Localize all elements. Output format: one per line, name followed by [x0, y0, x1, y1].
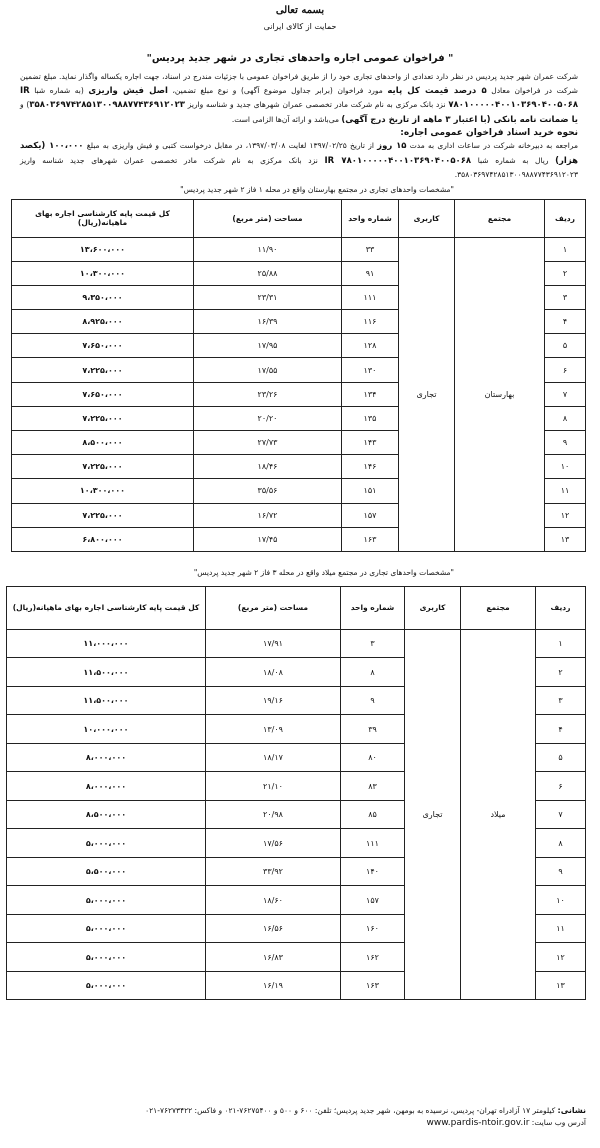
unit-number: ۱۶۳	[341, 971, 405, 1000]
row-number: ۸	[536, 829, 586, 858]
unit-number: ۸۵	[341, 800, 405, 829]
basmala: بسمه تعالی	[275, 5, 325, 16]
purchase-text: از تاریخ ۱۳۹۷/۰۲/۲۵ لغایت ۱۳۹۷/۰۳/۰۸، در مقابل درخواست کتبی و فیش واریزی به مبلغ	[83, 141, 378, 150]
row-number: ۳	[545, 285, 586, 309]
row-number: ۱	[545, 237, 586, 261]
unit-number: ۱۵۷	[341, 886, 405, 915]
unit-number: ۱۵۷	[342, 503, 399, 527]
unit-number: ۱۱۶	[342, 310, 399, 334]
unit-area: ۱۶/۸۳	[206, 943, 341, 972]
unit-area: ۲۷/۷۳	[194, 431, 342, 455]
document-header	[0, 0, 600, 31]
row-number: ۹	[545, 431, 586, 455]
unit-price: ۷،۲۲۵،۰۰۰	[12, 503, 194, 527]
col-usage: کاربری	[405, 586, 461, 629]
document-footer	[12, 1105, 586, 1129]
baharestan-table	[11, 199, 586, 552]
purchase-paragraph	[0, 139, 600, 182]
row-number: ۲	[545, 261, 586, 285]
support-slogan: حمایت از کالای ایرانی	[263, 22, 337, 31]
unit-number: ۱۱۱	[342, 285, 399, 309]
unit-number: ۳	[341, 629, 405, 658]
unit-price: ۸،۵۰۰،۰۰۰	[7, 800, 206, 829]
row-number: ۷	[545, 382, 586, 406]
col-price: کل قیمت پایه کارشناسی اجاره بهای ماهیانه(ریال)	[12, 199, 194, 237]
unit-number: ۳۳	[342, 237, 399, 261]
unit-number: ۱۴۳	[342, 431, 399, 455]
col-row-number: ردیف	[536, 586, 586, 629]
unit-area: ۱۸/۰۸	[206, 658, 341, 687]
intro-text: می‌باشد و ارائه آن‌ها الزامی است.	[231, 114, 342, 124]
unit-number: ۸۳	[341, 772, 405, 801]
sheba-number: IR ۷۸۰۱۰۰۰۰۰۴۰۰۱۰۳۶۹۰۴۰۰۵۰۶۸	[324, 155, 472, 166]
unit-number: ۱۳۰	[342, 358, 399, 382]
intro-text: مورد فراخوان (برابر جداول موضوع آگهی) و نوع مبلغ تضمین،	[167, 85, 388, 95]
fee-amount: ۱۰۰،۰۰۰ (یکصد هزار)	[20, 141, 578, 166]
unit-area: ۲۰/۲۰	[194, 406, 342, 430]
table-row	[7, 629, 586, 658]
unit-number: ۹۱	[342, 261, 399, 285]
unit-number: ۹	[341, 686, 405, 715]
unit-area: ۱۷/۵۶	[206, 829, 341, 858]
row-number: ۱	[536, 629, 586, 658]
unit-number: ۱۳۴	[342, 382, 399, 406]
unit-area: ۲۱/۱۰	[206, 772, 341, 801]
unit-area: ۱۷/۴۵	[194, 527, 342, 551]
unit-price: ۸،۰۰۰،۰۰۰	[7, 743, 206, 772]
guarantee-percent: ۵ درصد قیمت کل پایه	[387, 85, 487, 96]
unit-number: ۱۱۱	[341, 829, 405, 858]
website-label: آدرس وب سایت:	[529, 1118, 586, 1127]
unit-area: ۱۷/۹۵	[194, 334, 342, 358]
unit-area: ۱۸/۶۰	[206, 886, 341, 915]
unit-price: ۷،۲۲۵،۰۰۰	[12, 406, 194, 430]
duration-days: ۱۵ روز	[377, 141, 407, 151]
unit-number: ۳۹	[341, 715, 405, 744]
table1-caption: "مشخصات واحدهای تجاری در مجتمع بهارستان واقع در محله ۱ فاز ۲ شهر جدید پردیس"	[180, 184, 454, 194]
intro-text: شرکت عمران شهر جدید پردیس در نظر دارد تعدادی از واحدهای تجاری خود را از طریق فراخوان عمومی با جزئیات مندرج در اسناد، جهت اجاره یکساله واگذار نماید. مبلغ تضمین شرکت در فراخوان معادل	[20, 72, 578, 95]
unit-area: ۱۶/۵۶	[206, 914, 341, 943]
unit-number: ۱۶۳	[342, 527, 399, 551]
purchase-text: نزد بانک مرکزی به نام شرکت مادر تخصصی عمران شهرهای جدید شناسه واریز ۳۵۸۰۳۶۹۷۴۲۸۵۱۳۰۰۹۸۸۷۷۴۳۶۹۱۲۰۲۳.	[20, 155, 578, 179]
table-header-row	[7, 586, 586, 629]
unit-price: ۷،۲۲۵،۰۰۰	[12, 358, 194, 382]
unit-area: ۱۹/۱۶	[206, 686, 341, 715]
row-number: ۶	[545, 358, 586, 382]
intro-text: (به شماره شبا	[29, 85, 89, 95]
unit-number: ۱۴۶	[342, 455, 399, 479]
address-text: کیلومتر ۱۷ آزادراه تهران- پردیس، نرسیده به بومهن، شهر جدید پردیس؛ تلفن: ۶۰۰ و ۵۰۰ و ۷۶۲۷۵۴۰۰-۰۲۱ و فاکس: ۷۶۲۷۳۴۲۲-۰۲۱	[145, 1106, 558, 1115]
row-number: ۱۲	[545, 503, 586, 527]
table-row	[12, 237, 586, 261]
sheba-number: IR ۷۸۰۱۰۰۰۰۰۴۰۰۱۰۳۶۹۰۴۰۰۵۰۶۸	[20, 85, 579, 110]
row-number: ۱۱	[536, 914, 586, 943]
intro-text: نزد بانک مرکزی به نام شرکت مادر تخصصی عمران شهرهای جدید و شناسه واریز	[184, 100, 449, 109]
col-unit-number: شماره واحد	[341, 586, 405, 629]
unit-price: ۸،۵۰۰،۰۰۰	[12, 431, 194, 455]
deposit-slip-text: اصل فیش واریزی	[88, 85, 168, 96]
unit-price: ۱۰،۰۰۰،۰۰۰	[7, 715, 206, 744]
unit-area: ۳۳/۹۲	[206, 857, 341, 886]
intro-text: ) و	[20, 100, 30, 109]
unit-area: ۱۱/۹۰	[194, 237, 342, 261]
address-line	[12, 1105, 586, 1117]
row-number: ۴	[545, 310, 586, 334]
unit-area: ۳۵/۵۶	[194, 479, 342, 503]
unit-number: ۱۶۲	[341, 943, 405, 972]
unit-area: ۱۷/۵۵	[194, 358, 342, 382]
complex-name: میلاد	[461, 629, 536, 1000]
unit-price: ۸،۰۰۰،۰۰۰	[7, 772, 206, 801]
col-complex: مجتمع	[461, 586, 536, 629]
row-number: ۱۲	[536, 943, 586, 972]
unit-price: ۹،۳۵۰،۰۰۰	[12, 285, 194, 309]
unit-area: ۲۳/۳۱	[194, 285, 342, 309]
unit-number: ۸۰	[341, 743, 405, 772]
col-area: مساحت (متر مربع)	[206, 586, 341, 629]
unit-number: ۱۴۰	[341, 857, 405, 886]
intro-paragraph	[0, 70, 600, 127]
col-usage: کاربری	[399, 199, 455, 237]
unit-price: ۵،۰۰۰،۰۰۰	[7, 914, 206, 943]
unit-price: ۵،۰۰۰،۰۰۰	[7, 829, 206, 858]
unit-price: ۱۰،۳۰۰،۰۰۰	[12, 261, 194, 285]
unit-number: ۱۳۵	[342, 406, 399, 430]
address-label: نشانی:	[557, 1106, 586, 1115]
unit-number: ۱۵۱	[342, 479, 399, 503]
unit-area: ۱۸/۱۷	[206, 743, 341, 772]
page-title: " فراخوان عمومی اجاره واحدهای تجاری در شهر جدید پردیس"	[146, 53, 454, 64]
row-number: ۹	[536, 857, 586, 886]
unit-price: ۵،۵۰۰،۰۰۰	[7, 857, 206, 886]
col-unit-number: شماره واحد	[342, 199, 399, 237]
purchase-text: مراجعه به دبیرخانه شرکت در ساعات اداری به مدت	[406, 141, 579, 150]
unit-price: ۱۱،۰۰۰،۰۰۰	[7, 629, 206, 658]
row-number: ۲	[536, 658, 586, 687]
row-number: ۱۳	[536, 971, 586, 1000]
unit-area: ۱۳/۰۹	[206, 715, 341, 744]
unit-area: ۱۶/۳۹	[194, 310, 342, 334]
row-number: ۱۰	[545, 455, 586, 479]
unit-area: ۱۶/۱۹	[206, 971, 341, 1000]
row-number: ۶	[536, 772, 586, 801]
unit-number: ۱۲۸	[342, 334, 399, 358]
table2-caption: "مشخصات واحدهای تجاری در مجتمع میلاد واقع در محله ۳ فاز ۲ شهر جدید پردیس"	[193, 567, 454, 577]
unit-price: ۵،۰۰۰،۰۰۰	[7, 971, 206, 1000]
purchase-text: ریال به شماره شبا	[471, 155, 556, 165]
section-heading: نحوه خرید اسناد فراخوان عمومی اجاره:	[400, 128, 578, 138]
website-line	[12, 1117, 586, 1129]
unit-price: ۱۱،۵۰۰،۰۰۰	[7, 658, 206, 687]
unit-price: ۷،۶۵۰،۰۰۰	[12, 334, 194, 358]
unit-price: ۵،۰۰۰،۰۰۰	[7, 886, 206, 915]
unit-area: ۱۷/۹۱	[206, 629, 341, 658]
row-number: ۳	[536, 686, 586, 715]
row-number: ۱۰	[536, 886, 586, 915]
table-header-row	[12, 199, 586, 237]
unit-area: ۱۶/۷۲	[194, 503, 342, 527]
row-number: ۱۳	[545, 527, 586, 551]
col-area: مساحت (متر مربع)	[194, 199, 342, 237]
row-number: ۵	[545, 334, 586, 358]
col-row-number: ردیف	[545, 199, 586, 237]
unit-price: ۷،۶۵۰،۰۰۰	[12, 382, 194, 406]
unit-price: ۷،۲۲۵،۰۰۰	[12, 455, 194, 479]
unit-price: ۵،۰۰۰،۰۰۰	[7, 943, 206, 972]
deposit-id: ۳۵۸۰۳۶۹۷۴۲۸۵۱۳۰۰۹۸۸۷۷۴۳۶۹۱۲۰۲۳	[29, 100, 185, 110]
row-number: ۴	[536, 715, 586, 744]
unit-price: ۱۰،۳۰۰،۰۰۰	[12, 479, 194, 503]
row-number: ۱۱	[545, 479, 586, 503]
col-complex: مجتمع	[455, 199, 545, 237]
usage-type: تجاری	[399, 237, 455, 551]
unit-number: ۱۶۰	[341, 914, 405, 943]
unit-area: ۲۰/۹۸	[206, 800, 341, 829]
milad-table	[6, 586, 586, 1001]
unit-number: ۸	[341, 658, 405, 687]
unit-price: ۸،۹۲۵،۰۰۰	[12, 310, 194, 334]
unit-price: ۱۱،۵۰۰،۰۰۰	[7, 686, 206, 715]
unit-price: ۱۳،۶۰۰،۰۰۰	[12, 237, 194, 261]
complex-name: بهارستان	[455, 237, 545, 551]
unit-price: ۶،۸۰۰،۰۰۰	[12, 527, 194, 551]
row-number: ۵	[536, 743, 586, 772]
unit-area: ۱۸/۴۶	[194, 455, 342, 479]
col-price: کل قیمت پایه کارشناسی اجاره بهای ماهیانه(ریال)	[7, 586, 206, 629]
row-number: ۸	[545, 406, 586, 430]
usage-type: تجاری	[405, 629, 461, 1000]
unit-area: ۲۵/۸۸	[194, 261, 342, 285]
row-number: ۷	[536, 800, 586, 829]
bank-guarantee-text: یا ضمانت نامه بانکی (با اعتبار ۳ ماهه از تاریخ درج آگهی)	[341, 114, 578, 125]
website-link[interactable]: www.pardis-ntoir.gov.ir	[426, 1118, 530, 1128]
unit-area: ۲۳/۲۶	[194, 382, 342, 406]
